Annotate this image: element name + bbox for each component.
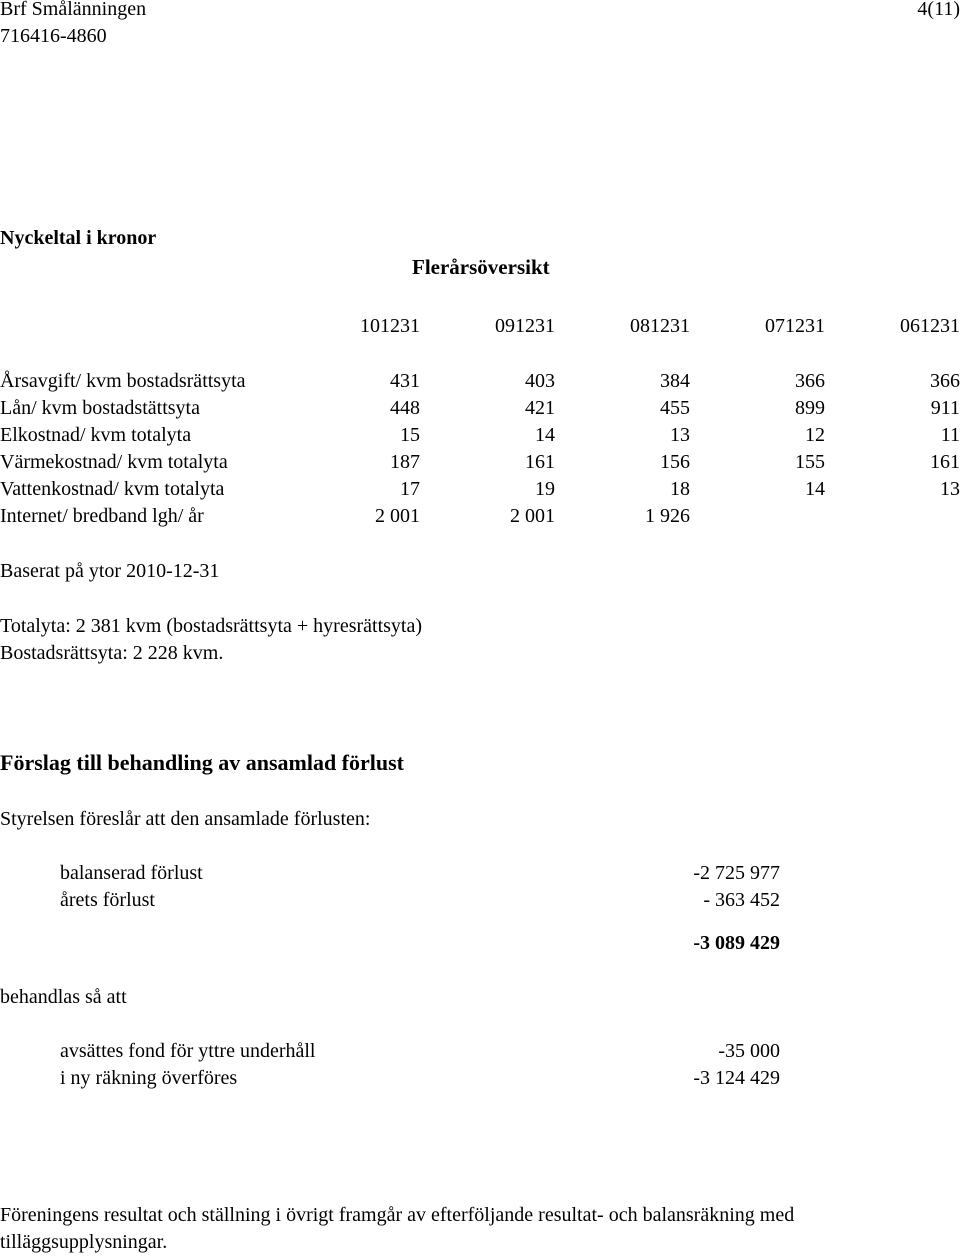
- table-cell: 187: [390, 451, 420, 473]
- table-cell: 366: [795, 370, 825, 392]
- board-proposal-intro: Styrelsen föreslår att den ansamlade förlusten:: [0, 808, 371, 830]
- year-loss-label: årets förlust: [60, 889, 155, 911]
- carried-forward-value: -3 124 429: [693, 1067, 780, 1089]
- table-cell: 13: [670, 424, 690, 446]
- maintenance-fund-label: avsättes fond för yttre underhåll: [60, 1040, 316, 1062]
- column-header: 081231: [630, 315, 690, 337]
- balanced-loss-value: -2 725 977: [693, 862, 780, 884]
- column-header: 061231: [900, 315, 960, 337]
- column-header: 101231: [360, 315, 420, 337]
- br-area-text: Bostadsrättsyta: 2 228 kvm.: [0, 642, 224, 664]
- page-number: 4(11): [917, 0, 960, 20]
- year-loss-value: - 363 452: [703, 889, 780, 911]
- keyfigures-heading: Nyckeltal i kronor: [0, 227, 157, 249]
- table-cell: 12: [805, 424, 825, 446]
- table-cell: 403: [525, 370, 555, 392]
- table-cell: 421: [525, 397, 555, 419]
- table-cell: 161: [930, 451, 960, 473]
- table-cell: 13: [940, 478, 960, 500]
- table-cell: 14: [535, 424, 555, 446]
- company-name: Brf Smålänningen: [0, 0, 147, 20]
- table-cell: 366: [930, 370, 960, 392]
- carried-forward-label: i ny räkning överföres: [60, 1067, 238, 1089]
- table-cell: 15: [400, 424, 420, 446]
- table-cell: 431: [390, 370, 420, 392]
- maintenance-fund-value: -35 000: [718, 1040, 780, 1062]
- table-cell: 2 001: [375, 505, 420, 527]
- table-cell: 155: [795, 451, 825, 473]
- table-cell: 1 926: [645, 505, 690, 527]
- area-basis-note: Baserat på ytor 2010-12-31: [0, 560, 220, 582]
- treated-as-label: behandlas så att: [0, 986, 127, 1008]
- multi-year-overview-title: Flerårsöversikt: [412, 255, 550, 279]
- row-label: Årsavgift/ kvm bostadsrättsyta: [0, 370, 246, 392]
- table-cell: 448: [390, 397, 420, 419]
- row-label: Internet/ bredband lgh/ år: [0, 505, 204, 527]
- table-cell: 11: [940, 424, 960, 446]
- table-cell: 455: [660, 397, 690, 419]
- loss-sum-value: -3 089 429: [693, 932, 780, 954]
- table-cell: 161: [525, 451, 555, 473]
- table-cell: 18: [670, 478, 690, 500]
- column-header: 091231: [495, 315, 555, 337]
- column-header: 071231: [765, 315, 825, 337]
- table-cell: 899: [795, 397, 825, 419]
- organization-number: 716416-4860: [0, 25, 107, 47]
- table-cell: 2 001: [510, 505, 555, 527]
- loss-proposal-heading: Förslag till behandling av ansamlad förlust: [0, 750, 405, 775]
- table-cell: 156: [660, 451, 690, 473]
- row-label: Elkostnad/ kvm totalyta: [0, 424, 192, 446]
- table-cell: 19: [535, 478, 555, 500]
- table-cell: 17: [400, 478, 420, 500]
- table-cell: 384: [660, 370, 690, 392]
- table-cell: 14: [805, 478, 825, 500]
- footer-paragraph: Föreningens resultat och ställning i övrigt framgår av efterföljande resultat- och balansräkning med tilläggsupplysningar.: [0, 1204, 795, 1253]
- row-label: Värmekostnad/ kvm totalyta: [0, 451, 228, 473]
- balanced-loss-label: balanserad förlust: [60, 862, 203, 884]
- row-label: Vattenkostnad/ kvm totalyta: [0, 478, 225, 500]
- total-area-text: Totalyta: 2 381 kvm (bostadsrättsyta + hyresrättsyta): [0, 615, 423, 637]
- row-label: Lån/ kvm bostadstättsyta: [0, 397, 200, 419]
- table-cell: 911: [930, 397, 960, 419]
